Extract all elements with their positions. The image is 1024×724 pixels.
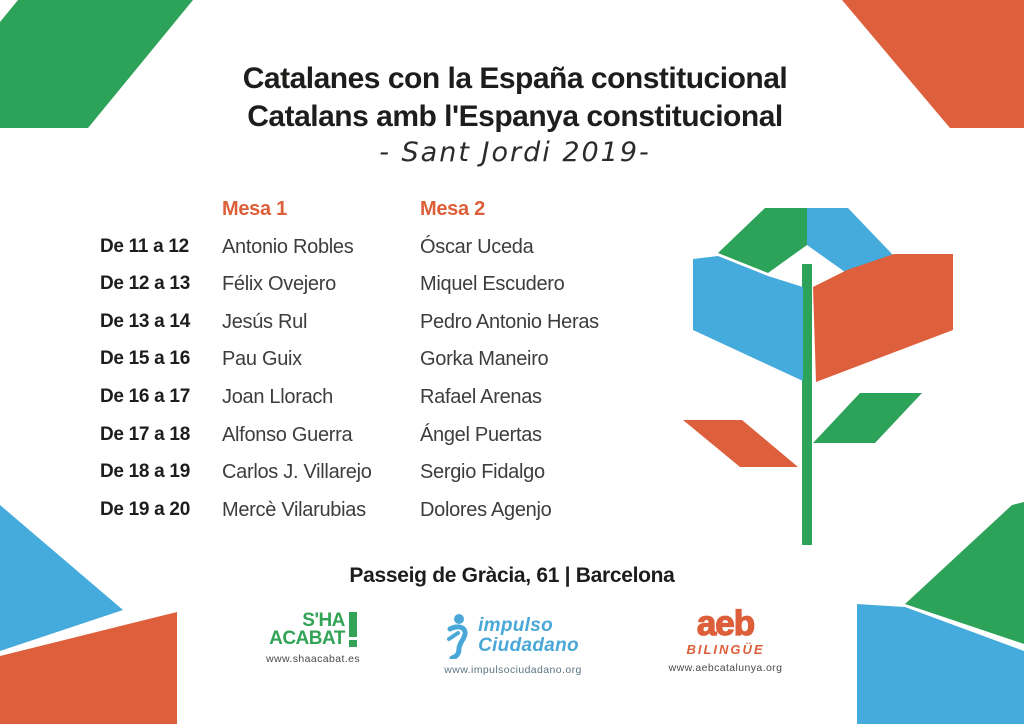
table-row-mesa1: Antonio Robles <box>222 235 354 258</box>
table-row-mesa1: Mercè Vilarubias <box>222 498 366 521</box>
impulso-line2: Ciudadano <box>478 635 579 656</box>
sha-acabat-url: www.shaacabat.es <box>266 653 360 666</box>
page-title <box>0 60 1024 136</box>
table-row-time: De 18 a 19 <box>100 461 190 483</box>
flower-stem <box>802 264 812 545</box>
table-row-mesa2: Ángel Puertas <box>420 423 542 446</box>
table-row-mesa2: Rafael Arenas <box>420 385 542 408</box>
table-row-mesa2: Dolores Agenjo <box>420 498 552 521</box>
table-row-mesa2: Pedro Antonio Heras <box>420 310 599 333</box>
aeb-url: www.aebcatalunya.org <box>668 662 783 674</box>
table-row-mesa1: Pau Guix <box>222 348 302 371</box>
column-header-mesa2: Mesa 2 <box>420 198 485 220</box>
logo-sha-acabat <box>248 612 378 665</box>
logo-aeb-bilingue <box>653 606 798 674</box>
title-line-spanish: Catalanes con la España constitucional <box>242 62 788 95</box>
table-row-time: De 15 a 16 <box>100 348 190 370</box>
logo-impulso-ciudadano <box>438 613 588 676</box>
flower-leaf-green-right <box>813 393 922 443</box>
title-line-catalan: Catalans amb l'Espanya constitucional <box>247 99 783 133</box>
schedule-table <box>100 198 720 536</box>
venue-address: Passeig de Gràcia, 61 | Barcelona <box>349 564 675 587</box>
table-row-mesa1: Félix Ovejero <box>222 273 336 296</box>
column-header-mesa1: Mesa 1 <box>222 198 287 220</box>
table-row-time: De 17 a 18 <box>100 423 190 445</box>
table-row-mesa1: Carlos J. Villarejo <box>222 461 372 484</box>
flower-petal-orange-right <box>813 254 953 382</box>
impulso-line1: impulso <box>478 615 553 637</box>
table-row-mesa1: Jesús Rul <box>222 310 308 333</box>
table-row-time: De 11 a 12 <box>100 235 189 257</box>
exclamation-mark-icon <box>349 612 357 647</box>
table-row-mesa2: Gorka Maneiro <box>420 348 549 371</box>
impulso-url: www.impulsociudadano.org <box>444 664 582 676</box>
table-row-mesa1: Joan Llorach <box>222 385 333 408</box>
table-row-time: De 19 a 20 <box>100 498 190 520</box>
sha-acabat-line2: ACABAT <box>269 628 345 650</box>
aeb-wordmark: aeb <box>696 604 755 643</box>
table-row-time: De 16 a 17 <box>100 385 190 407</box>
table-row-time: De 12 a 13 <box>100 273 190 295</box>
table-row-mesa2: Sergio Fidalgo <box>420 461 545 484</box>
table-row-time: De 13 a 14 <box>100 310 190 332</box>
table-row-mesa1: Alfonso Guerra <box>222 423 353 446</box>
event-date-subtitle: - Sant Jordi 2019- <box>379 137 651 168</box>
sha-acabat-line1: S'HA <box>302 610 345 631</box>
geometric-rose-icon <box>683 208 953 545</box>
person-figure-icon <box>447 613 473 659</box>
table-row-mesa2: Miquel Escudero <box>420 273 565 296</box>
aeb-bilingue-label: BILINGÜE <box>686 642 765 657</box>
table-row-mesa2: Óscar Uceda <box>420 235 534 258</box>
